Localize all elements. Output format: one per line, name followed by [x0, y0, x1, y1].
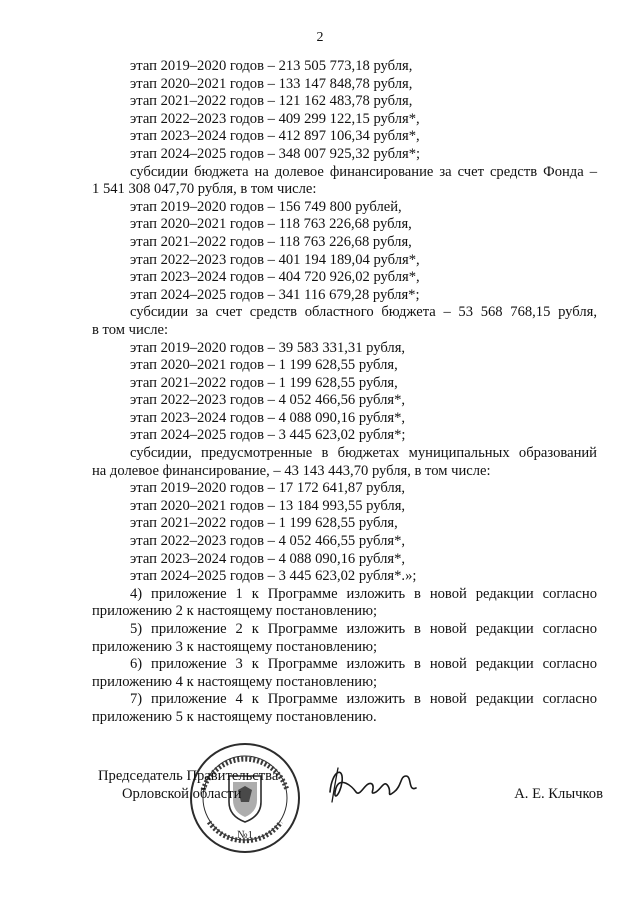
text-line: этап 2023–2024 годов – 412 897 106,34 рубля*,	[130, 128, 420, 145]
seal-number: №1	[237, 829, 253, 841]
text-line: этап 2020–2021 годов – 1 199 628,55 рубля,	[130, 357, 398, 374]
text-line: этап 2022–2023 годов – 4 052 466,55 рубля*,	[130, 533, 406, 550]
signatory-name: А. Е. Клычков	[514, 786, 603, 802]
text-line: субсидии за счет средств областного бюджета – 53 568 768,15 рубля,	[130, 304, 597, 321]
text-line: 7) приложение 4 к Программе изложить в новой редакции согласно	[130, 691, 597, 708]
text-line: этап 2024–2025 годов – 3 445 623,02 рубля*;	[130, 427, 406, 444]
text-line: приложению 3 к настоящему постановлению;	[92, 638, 378, 655]
text-line: этап 2024–2025 годов – 341 116 679,28 рубля*;	[130, 286, 420, 303]
text-line: этап 2021–2022 годов – 1 199 628,55 рубля,	[130, 374, 398, 391]
text-line: этап 2019–2020 годов – 156 749 800 рублей,	[130, 198, 402, 215]
text-line: этап 2020–2021 годов – 13 184 993,55 рубля,	[130, 497, 406, 514]
text-line: субсидии, предусмотренные в бюджетах муниципальных образований	[130, 445, 597, 462]
text-line: этап 2019–2020 годов – 17 172 641,87 рубля,	[130, 480, 406, 497]
text-line: 6) приложение 3 к Программе изложить в новой редакции согласно	[130, 656, 597, 673]
text-line: этап 2023–2024 годов – 4 088 090,16 рубля*,	[130, 409, 406, 426]
text-line: субсидии бюджета на долевое финансирование за счет средств Фонда –	[130, 163, 597, 180]
text-line: этап 2019–2020 годов – 39 583 331,31 рубля,	[130, 339, 406, 356]
text-line: в том числе:	[92, 321, 169, 338]
text-line: этап 2021–2022 годов – 1 199 628,55 рубля,	[130, 515, 398, 532]
text-line: этап 2024–2025 годов – 348 007 925,32 рубля*;	[130, 145, 421, 162]
text-line: приложению 4 к настоящему постановлению;	[92, 673, 378, 690]
signatory-title: Председатель Правительства	[98, 768, 279, 784]
text-line: этап 2022–2023 годов – 401 194 189,04 рубля*,	[130, 251, 420, 268]
text-line: этап 2021–2022 годов – 118 763 226,68 рубля,	[130, 233, 412, 250]
text-line: этап 2022–2023 годов – 4 052 466,56 рубля*,	[130, 392, 406, 409]
text-line: этап 2020–2021 годов – 133 147 848,78 рубля,	[130, 75, 413, 92]
text-line: приложению 2 к настоящему постановлению;	[92, 603, 378, 620]
text-line: 1 541 308 047,70 рубля, в том числе:	[92, 181, 317, 198]
text-line: 5) приложение 2 к Программе изложить в новой редакции согласно	[130, 621, 597, 637]
text-line: этап 2020–2021 годов – 118 763 226,68 рубля,	[130, 216, 412, 233]
text-line: этап 2019–2020 годов – 213 505 773,18 рубля,	[130, 58, 413, 74]
text-line: на долевое финансирование, – 43 143 443,70 рубля, в том числе:	[92, 462, 491, 479]
text-line: этап 2023–2024 годов – 4 088 090,16 рубля*,	[130, 550, 406, 567]
text-line: этап 2024–2025 годов – 3 445 623,02 рубля*.»;	[130, 568, 417, 585]
signatory-region: Орловской области	[122, 786, 242, 802]
text-line: этап 2023–2024 годов – 404 720 926,02 рубля*,	[130, 269, 420, 286]
page-number: 2	[316, 30, 324, 45]
signature-block	[98, 768, 603, 858]
text-line: этап 2021–2022 годов – 121 162 483,78 рубля,	[130, 93, 413, 110]
document-body	[92, 58, 597, 727]
text-line: этап 2022–2023 годов – 409 299 122,15 рубля*,	[130, 110, 420, 127]
text-line: приложению 5 к настоящему постановлению.	[92, 708, 377, 725]
text-line: 4) приложение 1 к Программе изложить в новой редакции согласно	[130, 585, 597, 602]
